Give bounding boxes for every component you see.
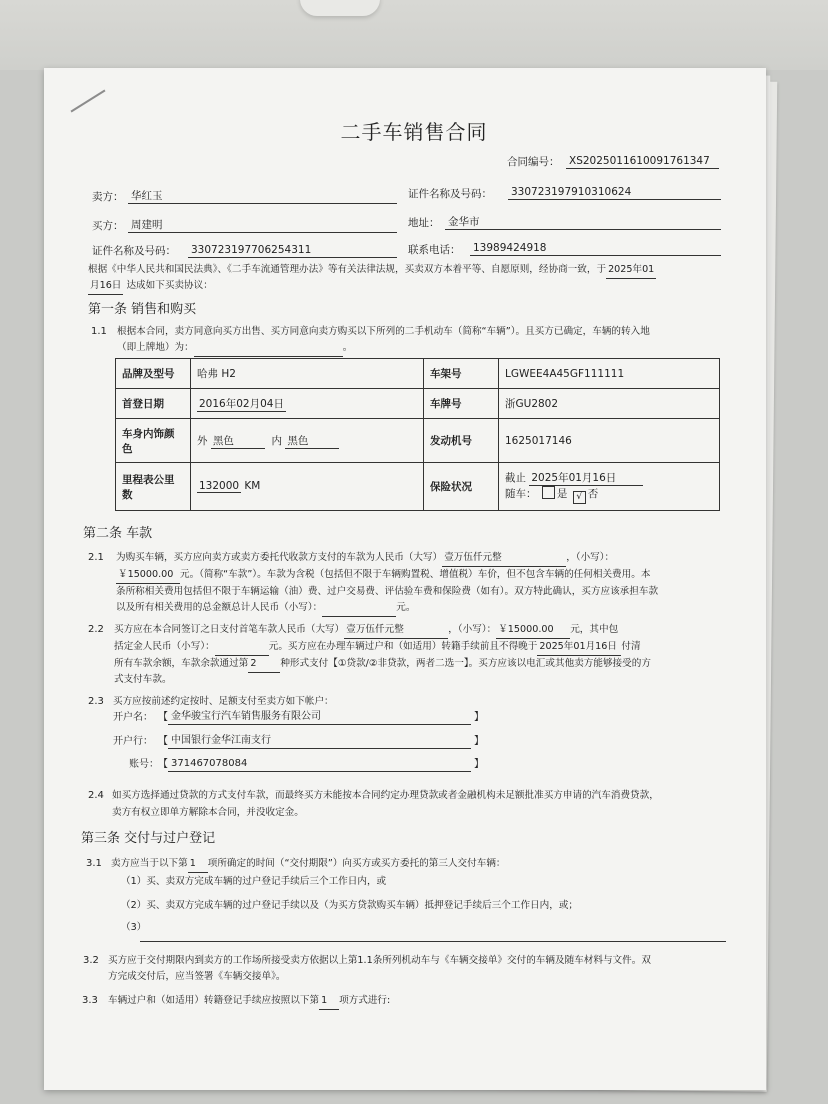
- seller-id-value: 330723197910310624: [508, 185, 721, 200]
- clause-number: 3.1: [86, 858, 102, 869]
- vin-label: 车架号: [424, 359, 499, 389]
- table-row: [116, 359, 720, 389]
- bracket: 】: [474, 759, 484, 770]
- reg-date-cell: [191, 389, 424, 419]
- buyer-phone-label: 联系电话：: [408, 244, 461, 256]
- vehicle-info-table: [115, 358, 720, 511]
- clause-number: 1.1: [91, 326, 107, 337]
- mileage-label: 里程表公里数: [116, 463, 191, 511]
- no-label: 否: [587, 487, 599, 500]
- clause-3-3-line-1: 车辆过户和（如适用）转籍登记手续应按照以下第 1 项方式进行:: [108, 993, 390, 1010]
- mileage-unit: KM: [244, 480, 261, 492]
- plate-value: 浙GU2802: [499, 389, 720, 419]
- mileage-cell: [191, 463, 424, 511]
- interior-color: 黑色: [285, 433, 339, 449]
- clause-3-1-option-1: （1）买、卖双方完成车辆的过户登记手续后三个工作日内，或: [121, 876, 387, 887]
- yes-checkbox[interactable]: [542, 486, 555, 499]
- with-car-label: 随车：: [505, 487, 537, 500]
- clause-3-1-option-2: （2）买、卖双方完成车辆的过户登记手续以及（为买方贷款购买车辆）抵押登记手续后三个工作日内，或；: [121, 900, 579, 911]
- article-3-heading: 第三条 交付与过户登记: [81, 831, 216, 846]
- interior-prefix: 内: [271, 434, 283, 447]
- color-cell: [191, 419, 424, 463]
- preamble-line-1: 根据《中华人民共和国民法典》、《二手车流通管理办法》等有关法律法规，买卖双方本着平等、自愿原则，经协商一致，于 2025年01: [88, 262, 656, 279]
- contract-no-value: XS2025011610091761347: [566, 154, 719, 169]
- clause-2-1-line-4: 以及所有相关费用的总金额总计人民币（小写）： 元。: [116, 600, 415, 617]
- clause-2-1-line-3: 条所称相关费用包括但不限于车辆运输（油）费、过户交易费、评估验车费和保险费（如有）。双方特此确认，买方应该承担车款: [116, 586, 659, 597]
- table-row: [116, 389, 720, 419]
- insurance-date: 2025年01月16日: [529, 470, 643, 486]
- engine-label: 发动机号: [424, 419, 499, 463]
- bank-value: 中国银行金华江南支行: [168, 734, 471, 749]
- article-2-heading: 第二条 车款: [83, 526, 153, 541]
- clause-number: 2.1: [88, 552, 104, 563]
- contract-no-label: 合同编号：: [507, 156, 560, 168]
- brand-value: 哈弗 H2: [191, 359, 424, 389]
- buyer-id-value: 330723197706254311: [188, 243, 397, 258]
- buyer-phone-value: 13989424918: [470, 241, 721, 256]
- clause-3-2-line-1: 买方应于交付期限内到卖方的工作场所接受卖方依据以上第1.1条所列机动车与《车辆交接单》交付的车辆及随车材料与文件。双: [108, 955, 651, 966]
- document-title: 二手车销售合同: [340, 120, 488, 144]
- bracket: 【: [158, 712, 168, 723]
- engine-value: 1625017146: [499, 419, 720, 463]
- yes-label: 是: [556, 487, 568, 500]
- bracket: 【: [158, 736, 168, 747]
- bracket: 】: [474, 736, 484, 747]
- clause-1-1-line-1: 根据本合同，卖方同意向买方出售、买方同意向卖方购买以下所列的二手机动车（简称“车辆”）。且买方已确定，车辆的转入地: [117, 326, 650, 337]
- clause-2-2-line-3: 所有车款余额，车款余款通过第 2 种形式支付【①贷款/②非贷款，两者二选一】。买方应该以电汇或其他卖方能够接受的方: [114, 656, 651, 673]
- clause-3-1-option-3: （3）: [121, 922, 147, 933]
- insurance-cell: [499, 463, 720, 511]
- bracket: 】: [474, 712, 484, 723]
- account-no-value: 371467078084: [168, 757, 471, 772]
- insurance-prefix: 截止: [505, 471, 526, 484]
- clause-number: 2.4: [88, 790, 104, 801]
- clause-number: 2.3: [88, 696, 104, 707]
- table-row: [116, 463, 720, 511]
- background-surface: [0, 0, 828, 70]
- preamble-line-2: 月16日 达成如下买卖协议：: [88, 278, 213, 295]
- clause-2-2-line-4: 式支付车款。: [114, 674, 172, 685]
- buyer-label: 买方：: [92, 220, 124, 232]
- clause-number: 3.3: [82, 995, 98, 1006]
- insurance-label: 保险状况: [424, 463, 499, 511]
- clause-number: 2.2: [88, 624, 104, 635]
- blank-line: [140, 941, 726, 942]
- article-1-heading: 第一条 销售和购买: [88, 302, 197, 317]
- clause-1-1-line-2: （即上牌地）为： 。: [117, 340, 352, 357]
- reg-date-label: 首登日期: [116, 389, 191, 419]
- bracket: 【: [158, 759, 168, 770]
- account-name-label: 开户名：: [113, 712, 153, 723]
- clause-2-4-line-1: 如买方选择通过贷款的方式支付车款，而最终买方未能按本合同约定办理贷款或者金融机构未足额批准买方申请的汽车消费贷款，: [112, 790, 659, 801]
- brand-label: 品牌及型号: [116, 359, 191, 389]
- background-object: [300, 0, 380, 16]
- clause-2-1-line-1: 为购买车辆，买方应向卖方或卖方委托代收款方支付的车款为人民币（大写） 壹万伍仟元整 ，（小写）：: [116, 550, 614, 567]
- clause-2-1-line-2: ￥15000.00 元。（简称“车款”）。车款为含税（包括但不限于车辆购置税、增值税）车价，但不包含车辆的任何相关费用。本: [116, 567, 650, 584]
- clause-2-2-line-1: 买方应在本合同签订之日支付首笔车款人民币（大写） 壹万伍仟元整 ，（小写）： ￥15000.00 元，其中包: [114, 622, 618, 639]
- buyer-address-value: 金华市: [445, 215, 721, 230]
- no-checkbox[interactable]: √: [573, 491, 586, 504]
- clause-2-3-line-1: 买方应按前述约定按时、足额支付至卖方如下帐户：: [113, 696, 334, 707]
- buyer-address-label: 地址：: [408, 217, 440, 229]
- bank-label: 开户行：: [113, 736, 153, 747]
- seller-id-label: 证件名称及号码：: [408, 188, 492, 200]
- vin-value: LGWEE4A45GF111111: [499, 359, 720, 389]
- seller-label: 卖方：: [92, 191, 124, 203]
- clause-3-2-line-2: 方完成交付后，应当签署《车辆交接单》。: [108, 971, 286, 982]
- account-name-value: 金华骏宝行汽车销售服务有限公司: [168, 710, 471, 725]
- seller-value: 华红玉: [128, 189, 397, 204]
- plate-label: 车牌号: [424, 389, 499, 419]
- mileage-value: 132000: [199, 480, 240, 492]
- exterior-color: 黑色: [211, 433, 265, 449]
- clause-2-4-line-2: 卖方有权立即单方解除本合同，并没收定金。: [112, 807, 304, 818]
- buyer-value: 周建明: [128, 218, 397, 233]
- buyer-id-label: 证件名称及号码：: [92, 245, 176, 257]
- exterior-prefix: 外: [197, 434, 208, 447]
- reg-date-value: 2016年02月04日: [199, 397, 284, 410]
- account-no-label: 账号：: [129, 759, 159, 770]
- color-label: 车身内饰颜色: [116, 419, 191, 463]
- clause-number: 3.2: [83, 955, 99, 966]
- clause-2-2-line-2: 括定金人民币（小写）： 元。买方应在办理车辆过户和（如适用）转籍手续前且不得晚于 2025年01月16日 付清: [114, 639, 641, 656]
- clause-3-1-line-1: 卖方应当于以下第 1 项所确定的时间（“交付期限”）向买方或买方委托的第三人交付车辆：: [111, 856, 506, 873]
- table-row: [116, 419, 720, 463]
